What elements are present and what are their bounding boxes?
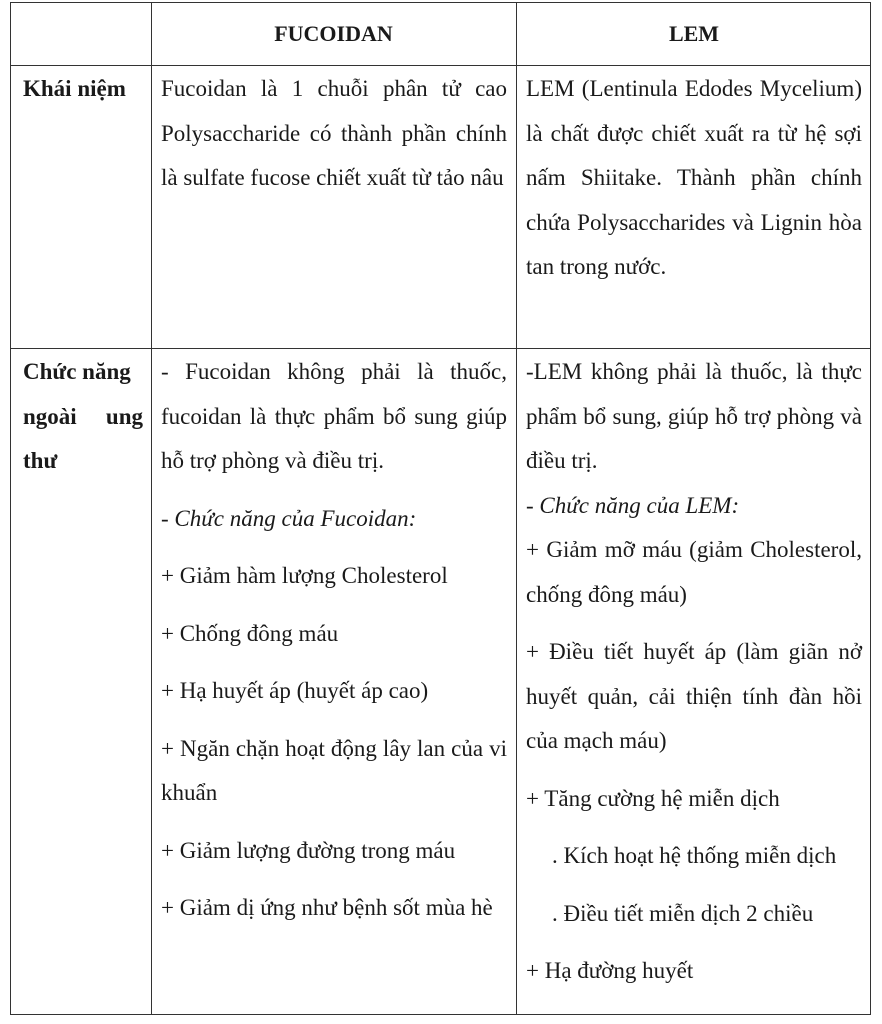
- column-divider-1: [151, 3, 152, 1014]
- column-divider-2: [516, 3, 517, 1014]
- fucoidan-intro: - Fucoidan không phải là thuốc, fucoidan là thực phẩm bổ sung giúp hỗ trợ phòng và điều trị.: [161, 359, 507, 473]
- fucoidan-item-1: + Giảm hàm lượng Cholesterol: [161, 563, 448, 588]
- row-label-khai-niem: Khái niệm: [23, 76, 126, 101]
- fucoidan-item-3: + Hạ huyết áp (huyết áp cao): [161, 678, 429, 703]
- lem-functions: [526, 350, 862, 994]
- lem-intro: -LEM không phải là thuốc, là thực phẩm bổ sung, giúp hỗ trợ phòng và điều trị.: [526, 359, 862, 473]
- lem-definition: LEM (Lentinula Edodes Mycelium) là chất được chiết xuất ra từ hệ sợi nấm Shiitake. Thành phần chính chứa Polysaccharides và Lignin hòa tan trong nước.: [526, 76, 862, 279]
- lem-item-3: + Tăng cường hệ miễn dịch: [526, 785, 780, 811]
- header-lem: LEM: [668, 21, 720, 46]
- header-empty-cell: [11, 3, 151, 65]
- lem-item-4: + Hạ đường huyết: [526, 958, 694, 983]
- fucoidan-definition: Fucoidan là 1 chuỗi phân tử cao Polysaccharide có thành phần chính là sulfate fucose chiết xuất từ tảo nâu: [161, 76, 507, 190]
- lem-item-2: + Điều tiết huyết áp (làm giãn nở huyết quản, cải thiện tính đàn hồi của mạch máu): [526, 639, 862, 753]
- row-divider-2: [11, 348, 870, 349]
- fucoidan-functions-heading: - Chức năng của Fucoidan:: [161, 505, 417, 531]
- lem-sub-item-1: . Kích hoạt hệ thống miễn dịch: [552, 843, 837, 868]
- fucoidan-item-4: + Ngăn chặn hoạt động lây lan của vi khuẩn: [161, 735, 507, 805]
- row-label-line-1: Chức năng: [23, 359, 131, 384]
- row-label-chuc-nang: [23, 350, 143, 484]
- row-divider-1: [11, 65, 870, 66]
- comparison-table: [10, 2, 871, 1015]
- lem-functions-heading: - Chức năng của LEM:: [526, 492, 740, 518]
- header-fucoidan: FUCOIDAN: [274, 21, 393, 46]
- fucoidan-item-5: + Giảm lượng đường trong máu: [161, 837, 456, 863]
- lem-item-1: + Giảm mỡ máu (giảm Cholesterol, chống đông máu): [526, 537, 862, 607]
- lem-sub-item-2: . Điều tiết miễn dịch 2 chiều: [552, 900, 814, 926]
- row-label-line-2: ngoài ung: [23, 403, 143, 429]
- fucoidan-item-6: + Giảm dị ứng như bệnh sốt mùa hè: [161, 895, 493, 920]
- row-label-line-3: thư: [23, 448, 58, 473]
- fucoidan-functions: [161, 350, 507, 931]
- fucoidan-item-2: + Chống đông máu: [161, 620, 339, 646]
